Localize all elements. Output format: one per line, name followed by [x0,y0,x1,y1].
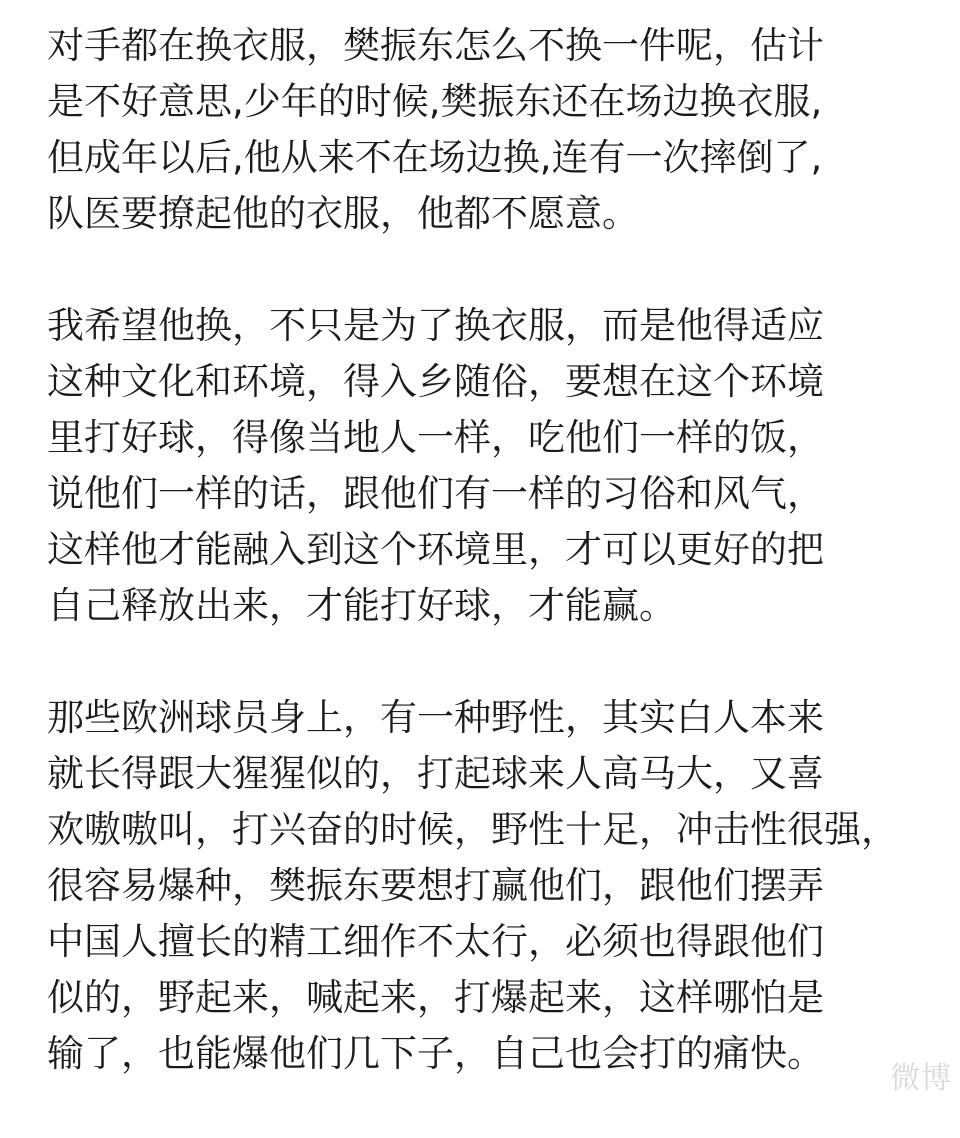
text-line: 但成年以后,他从来不在场边换,连有一次摔倒了, [47,136,823,179]
watermark [722,1053,952,1097]
text-line: 欢嗷嗷叫，打兴奋的时候，野性十足，冲击性很强， [47,808,898,851]
text-line: 里打好球，得像当地人一样，吃他们一样的饭， [47,416,824,459]
text-line: 我希望他换，不只是为了换衣服，而是他得适应 [47,304,824,347]
watermark-text: 微博 [890,1061,952,1096]
text-line: 对手都在换衣服，樊振东怎么不换一件呢，估计 [47,24,824,67]
text-line: 自己释放出来，才能打好球，才能赢。 [47,584,676,627]
paragraph-3 [47,690,927,1082]
text-line: 很容易爆种，樊振东要想打赢他们，跟他们摆弄 [47,864,824,907]
text-line: 输了，也能爆他们几下子，自己也会打的痛快。 [47,1032,824,1075]
text-line: 是不好意思,少年的时候,樊振东还在场边换衣服, [47,80,823,123]
text-line: 说他们一样的话，跟他们有一样的习俗和风气， [47,472,824,515]
paragraph-1 [47,18,927,242]
text-line: 那些欧洲球员身上，有一种野性，其实白人本来 [47,696,824,739]
paragraph-2 [47,298,927,634]
text-line: 这种文化和环境，得入乡随俗，要想在这个环境 [47,360,824,403]
text-line: 就长得跟大猩猩似的，打起球来人高马大，又喜 [47,752,824,795]
text-line: 队医要撩起他的衣服，他都不愿意。 [47,192,639,235]
text-line: 中国人擅长的精工细作不太行，必须也得跟他们 [47,920,824,963]
article-text [47,18,927,1138]
text-line: 似的，野起来，喊起来，打爆起来，这样哪怕是 [47,976,824,1019]
text-line: 这样他才能融入到这个环境里，才可以更好的把 [47,528,824,571]
